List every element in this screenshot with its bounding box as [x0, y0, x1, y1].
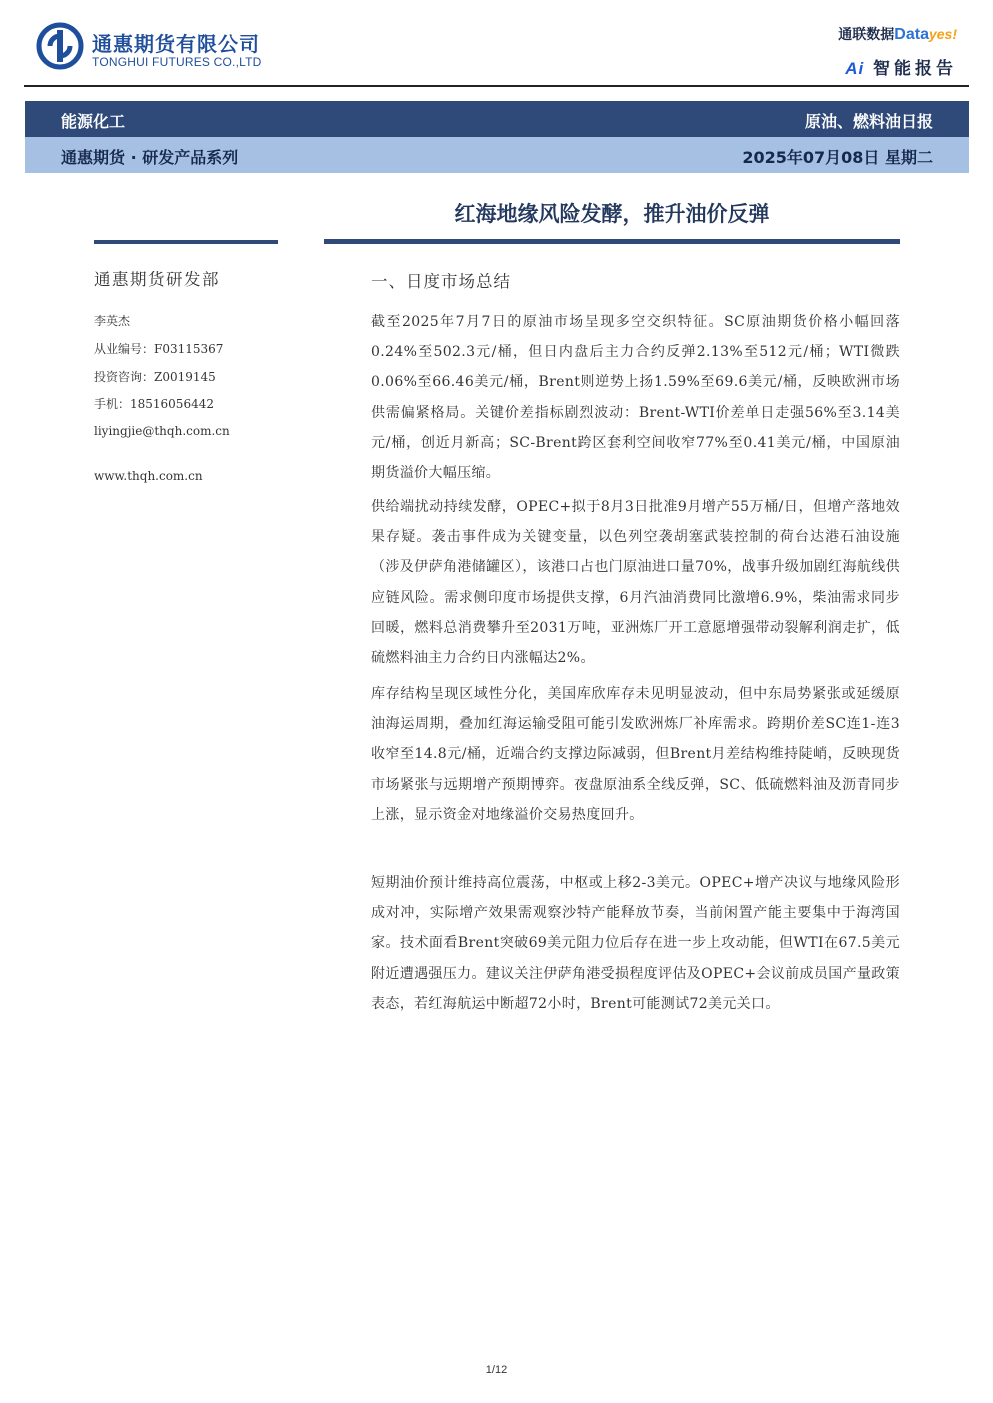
report-title: 红海地缘风险发酵，推升油价反弹: [454, 202, 770, 226]
email-link[interactable]: liyingjie@thqh.com.cn: [94, 424, 230, 438]
department-name: 通惠期货研发部: [94, 270, 220, 289]
series-label: 通惠期货 · 研发产品系列: [61, 148, 239, 167]
partner-data: Data: [894, 26, 929, 43]
report-date: 2025年07月08日 星期二: [742, 148, 933, 167]
partner-prefix: 通联数据: [838, 26, 895, 42]
series-bar: [25, 137, 969, 173]
paragraph: 截至2025年7月7日的原油市场呈现多空交织特征。SC原油期货价格小幅回落0.24%至502.3元/桶，但日内盘后主力合约反弹2.13%至512元/桶；WTI微跌0.06%至66.46美元/桶，Brent则逆势上扬1.59%至69.6美元/桶，反映欧洲市场供需偏紧格局。关键价差指标剧烈波动：Brent-WTI价差单日走强56%至3.14美元/桶，创近月新高；SC-Brent跨区套利空间收窄77%至0.41美元/桶，中国原油期货溢价大幅压缩。: [371, 314, 900, 482]
ai-mark: Ai: [845, 59, 865, 78]
author-name: 李英杰: [94, 314, 131, 328]
smart-report-text: 智能报告: [873, 59, 957, 78]
smart-report-label: [838, 50, 957, 79]
header-divider: [24, 85, 969, 87]
paragraph: 库存结构呈现区域性分化，美国库欣库存未见明显波动，但中东局势紧张或延缓原油海运周期，叠加红海运输受阻可能引发欧洲炼厂补库需求。跨期价差SC连1-连3收窄至14.8元/桶，近端合约支撑边际减弱，但Brent月差结构维持陡峭，反映现货市场紧张与远期增产预期博弈。夜盘原油系全线反弹，SC、低硫燃料油及沥青同步上涨，显示资金对地缘溢价交易热度回升。: [371, 686, 900, 823]
company-logo-icon: [36, 22, 84, 70]
category-bar: [25, 101, 969, 137]
website-link[interactable]: www.thqh.com.cn: [94, 469, 203, 483]
paragraph: 短期油价预计维持高位震荡，中枢或上移2-3美元。OPEC+增产决议与地缘风险形成对冲，实际增产效果需观察沙特产能释放节奏，当前闲置产能主要集中于海湾国家。技术面看Brent突破69美元阻力位后存在进一步上攻动能，但WTI在67.5美元附近遭遇强压力。建议关注伊萨角港受损程度评估及OPEC+会议前成员国产量政策表态，若红海航运中断超72小时，Brent可能测试72美元关口。: [371, 875, 900, 1012]
sidebar-rule: [94, 240, 278, 244]
partner-yes: yes!: [928, 26, 957, 42]
sector-label: 能源化工: [61, 112, 126, 131]
license-number: 从业编号：F03115367: [94, 342, 224, 356]
partner-logo: [838, 24, 957, 79]
section-title: 一、日度市场总结: [371, 272, 511, 291]
report-type-label: 原油、燃料油日报: [804, 112, 933, 131]
content-rule: [324, 239, 900, 244]
partner-name: [838, 24, 957, 44]
page-number: 1/12: [485, 1364, 508, 1376]
paragraph: 供给端扰动持续发酵，OPEC+拟于8月3日批准9月增产55万桶/日，但增产落地效果存疑。袭击事件成为关键变量，以色列空袭胡塞武装控制的荷台达港石油设施（涉及伊萨角港储罐区），该港口占也门原油进口量70%，战事升级加剧红海航线供应链风险。需求侧印度市场提供支撑，6月汽油消费同比激增6.9%，柴油需求同步回暖，燃料总消费攀升至2031万吨，亚洲炼厂开工意愿增强带动裂解利润走扩，低硫燃料油主力合约日内涨幅达2%。: [371, 499, 900, 667]
brand-name-en: TONGHUI FUTURES CO.,LTD: [92, 55, 262, 69]
brand-name-cn: 通惠期货有限公司: [92, 32, 260, 56]
phone-number: 手机：18516056442: [94, 397, 214, 411]
consult-number: 投资咨询：Z0019145: [94, 370, 216, 384]
